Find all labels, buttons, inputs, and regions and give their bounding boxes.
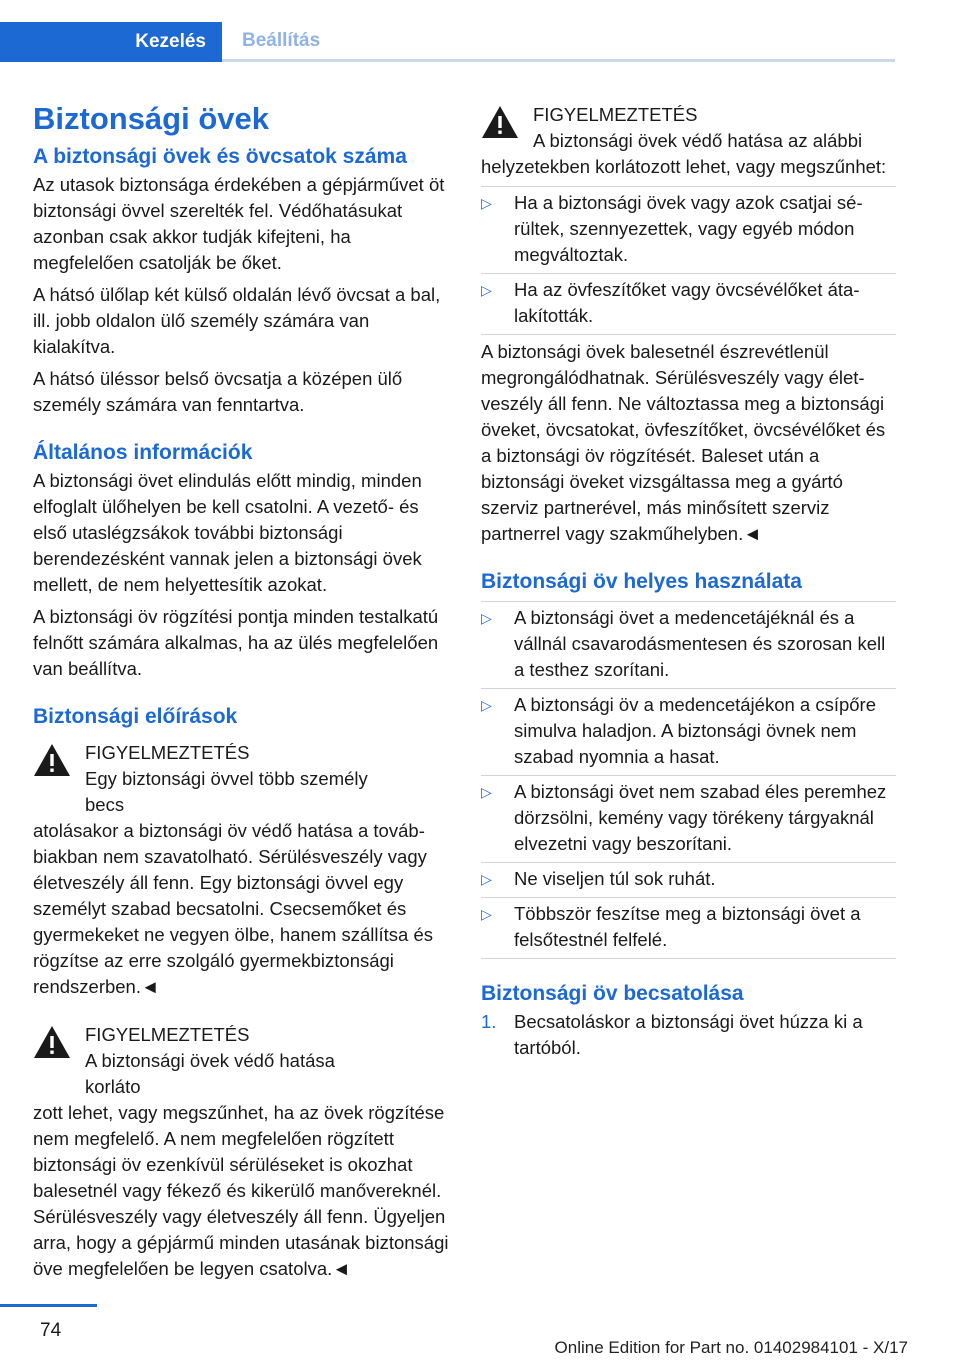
list-item: ▷ Ha az övfeszítőket vagy övcsévélőket átalakították.: [481, 273, 896, 335]
warning-label: FIGYELMEZTETÉS: [533, 104, 698, 125]
warning-text: zott lehet, vagy megszűnhet, ha az övek rögzítése nem megfelelő. A nem megfelelően rögzített biztonsági öv ezenkívül sérüléseket is okozhat balesetnél vagy fékező és kikerülő manővereknél. Sérülésveszély vagy életveszély áll fenn. Ügyeljen arra, hogy a gépjármű minden utasának biztonsági öve megfelelően be legyen csatolva.◄: [33, 1102, 449, 1279]
triangle-bullet-icon: ▷: [481, 610, 492, 626]
triangle-bullet-icon: ▷: [481, 906, 492, 922]
list-item: ▷ A biztonsági övet a medencetájéknál és a vállnál csavarodásmentesen és szorosan kell a testhez szorítani.: [481, 601, 896, 688]
paragraph: A biztonsági öv rögzítési pontja minden testalkatú felnőtt számára alkalmas, ha az ülés megfelelően van beállítva.: [33, 606, 439, 679]
warning-label: FIGYELMEZTETÉS: [85, 742, 250, 763]
heading-general-info: Általános információk: [33, 441, 253, 464]
warning-text-start: A biztonsági övek védő hatása korláto: [85, 1050, 335, 1097]
list-item: ▷ A biztonsági övet nem szabad éles peremhez dörzsölni, kemény vagy törékeny tárgyaknál elvezetni vagy beszorítani.: [481, 775, 896, 862]
warning-block: [33, 740, 449, 1000]
header-tabs: [0, 22, 895, 62]
warning-triangle-icon: [33, 1024, 71, 1060]
paragraph: A biztonsági övet elindulás előtt mindig, minden elfoglalt ülőhelyen be kell csatolni. A vezető- és első utaslégzsákok további biztonsági berendezésként vannak jelen a biztonsági övek mellett, de nem helyettesítik azokat.: [33, 470, 422, 595]
tab-beallitas[interactable]: Beállítás: [222, 22, 895, 62]
list-item: ▷ Ha a biztonsági övek vagy azok csatjai sérültek, szennyezettek, vagy egyéb módon megváltoztak.: [481, 186, 896, 273]
warning-label: FIGYELMEZTETÉS: [85, 1024, 250, 1045]
warning-conditions-list: [481, 186, 896, 335]
warning-text-start: Egy biztonsági övvel több személy becs: [85, 768, 368, 815]
page-number: 74: [40, 1320, 62, 1341]
warning-block: [481, 102, 896, 180]
triangle-bullet-icon: ▷: [481, 282, 492, 298]
paragraph: A hátsó üléssor belső övcsatja a középen ülő személy számára van fenntartva.: [33, 368, 403, 415]
triangle-bullet-icon: ▷: [481, 697, 492, 713]
list-item: ▷ Ne viseljen túl sok ruhát.: [481, 862, 896, 897]
paragraph: A hátsó ülőlap két külső oldalán lévő övcsat a bal, ill. jobb oldalon ülő személy számára van kialakítva.: [33, 284, 441, 357]
warning-triangle-icon: [33, 742, 71, 778]
footer-rule: [0, 1304, 97, 1307]
heading-correct-use: Biztonsági öv helyes használata: [481, 570, 802, 593]
warning-text: helyzetekben korlátozott lehet, vagy megszűnhet:: [481, 156, 887, 177]
heading-safety-rules: Biztonsági előírások: [33, 705, 238, 728]
fastening-steps: [481, 1009, 896, 1061]
right-column: [481, 100, 896, 1061]
list-item: ▷ Többször feszítse meg a biztonsági övet a felsőtestnél felfelé.: [481, 897, 896, 959]
warning-text-start: A biztonsági övek védő hatása az alábbi: [533, 130, 863, 151]
heading-fastening: Biztonsági öv becsatolása: [481, 982, 744, 1005]
paragraph: A biztonsági övek balesetnél észrevétlenül megrongálódhatnak. Sérülésveszély vagy életveszély áll fenn. Ne változtassa meg a biztonsági öveket, övcsatokat, övfeszítőket, övcsévélőket és a biztonsági öv rögzítését. Baleset után a biztonsági öveket vizsgáltassa meg a gyártó szerviz partnerével, más minősített szerviz partnerrel vagy szakműhelyben.◄: [481, 341, 886, 544]
warning-triangle-icon: [481, 104, 519, 140]
warning-block: [33, 1022, 449, 1282]
step-number: 1.: [481, 1011, 497, 1032]
usage-list: [481, 601, 896, 959]
page-title: Biztonsági övek: [33, 101, 269, 136]
edition-note: Online Edition for Part no. 01402984101 - X/17: [554, 1338, 908, 1357]
list-item: ▷ A biztonsági öv a medencetájékon a csípőre simulva haladjon. A biztonsági övnek nem szabad nyomnia a hasat.: [481, 688, 896, 775]
warning-text: atolásakor a biztonsági öv védő hatása a továbbiakban nem szavatolható. Sérülésveszély vagy életveszély áll fenn. Egy biztonsági övvel egy személyt szabad becsatolni. Csecsemőket és gyermekeket ne vegyen ölbe, hanem szállítsa és rögzítse az erre szolgáló gyermekbiztonsági rendszerben.◄: [33, 820, 434, 997]
tab-kezeles[interactable]: Kezelés: [0, 22, 222, 62]
triangle-bullet-icon: ▷: [481, 195, 492, 211]
left-column: [33, 100, 449, 1282]
step-item: 1. Becsatoláskor a biztonsági övet húzza ki a tartóból.: [481, 1011, 863, 1058]
triangle-bullet-icon: ▷: [481, 784, 492, 800]
heading-belt-count: A biztonsági övek és övcsatok száma: [33, 145, 407, 168]
paragraph: Az utasok biztonsága érdekében a gépjárművet öt biztonsági övvel szerelték fel. Védőhatásukat azonban csak akkor tudják kifejteni, ha megfelelően csatolják be őket.: [33, 174, 445, 273]
triangle-bullet-icon: ▷: [481, 871, 492, 887]
